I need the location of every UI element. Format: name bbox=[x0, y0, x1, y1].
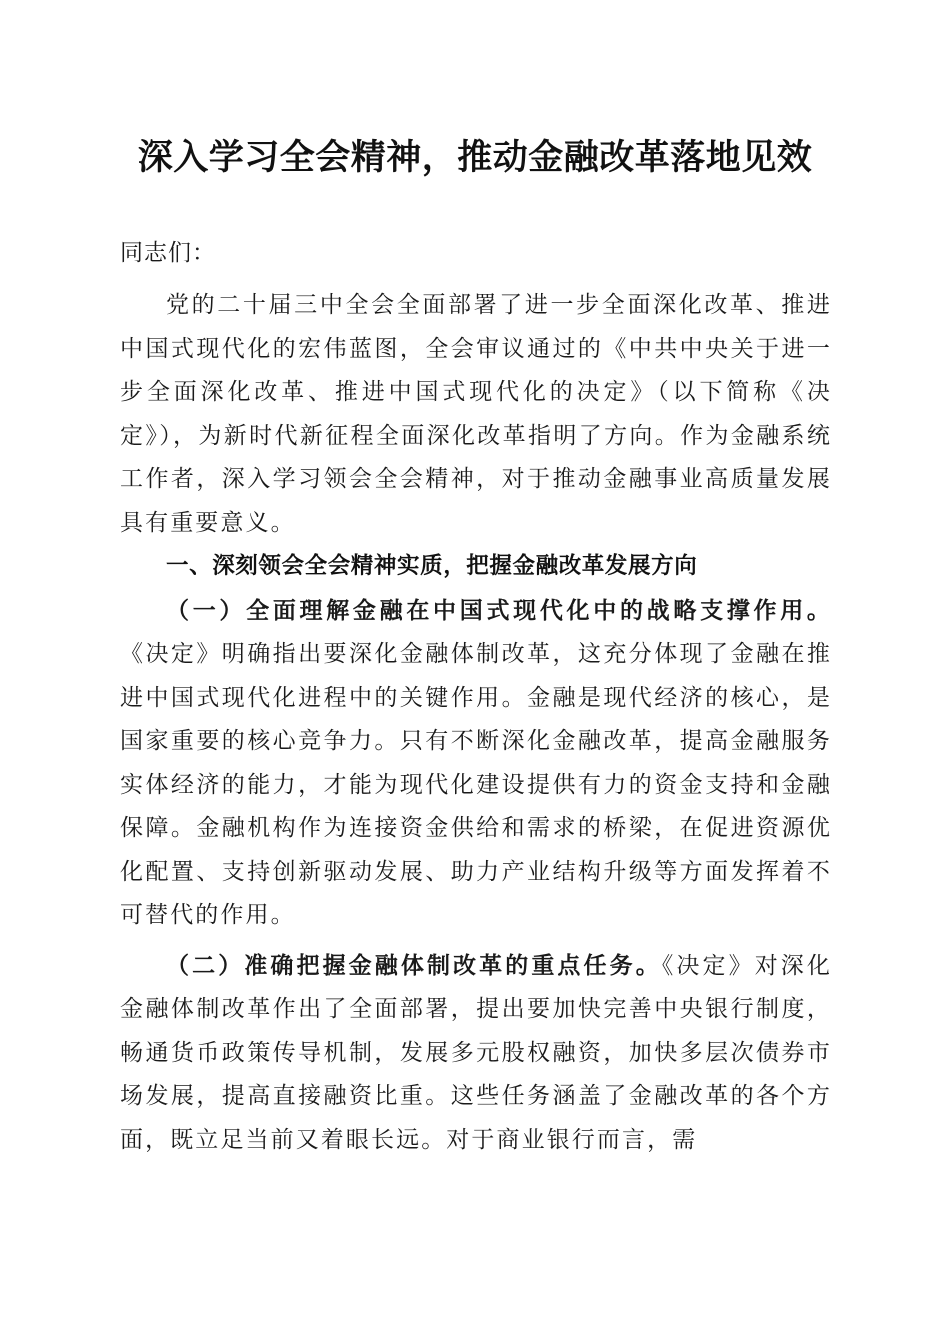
subsection-2-paragraph bbox=[120, 944, 832, 1163]
section-1-heading: 一、深刻领会全会精神实质，把握金融改革发展方向 bbox=[166, 553, 698, 579]
subsection-1-lead: （一）全面理解金融在中国式现代化中的战略支撑作用。 bbox=[166, 596, 832, 624]
subsection-2-lead: （二）准确把握金融体制改革的重点任务。 bbox=[166, 951, 662, 979]
subsection-2-text: 《决定》对深化金融体制改革作出了全面部署，提出要加快完善中央银行制度，畅通货币政策传导机制，发展多元股权融资，加快多层次债券市场发展，提高直接融资比重。这些任务涵盖了金融改革的各个方面，既立足当前又着眼长远。对于商业银行而言，需 bbox=[120, 952, 833, 1153]
salutation: 同志们： bbox=[120, 240, 216, 266]
intro-paragraph: 党的二十届三中全会全面部署了进一步全面深化改革、推进中国式现代化的宏伟蓝图，全会审议通过的《中共中央关于进一步全面深化改革、推进中国式现代化的决定》（以下简称《决定》），为新时代新征程全面深化改革指明了方向。作为金融系统工作者，深入学习领会全会精神，对于推动金融事业高质量发展具有重要意义。 bbox=[120, 292, 832, 536]
subsection-1-text: 《决定》明确指出要深化金融体制改革，这充分体现了金融在推进中国式现代化进程中的关键作用。金融是现代经济的核心，是国家重要的核心竞争力。只有不断深化金融改革，提高金融服务实体经济的能力，才能为现代化建设提供有力的资金支持和金融保障。金融机构作为连接资金供给和需求的桥梁，在促进资源优化配置、支持创新驱动发展、助力产业结构升级等方面发挥着不可替代的作用。 bbox=[120, 641, 832, 928]
document-title: 深入学习全会精神，推动金融改革落地见效 bbox=[137, 137, 813, 178]
subsection-1-paragraph bbox=[120, 589, 832, 938]
document-body bbox=[120, 232, 832, 1162]
